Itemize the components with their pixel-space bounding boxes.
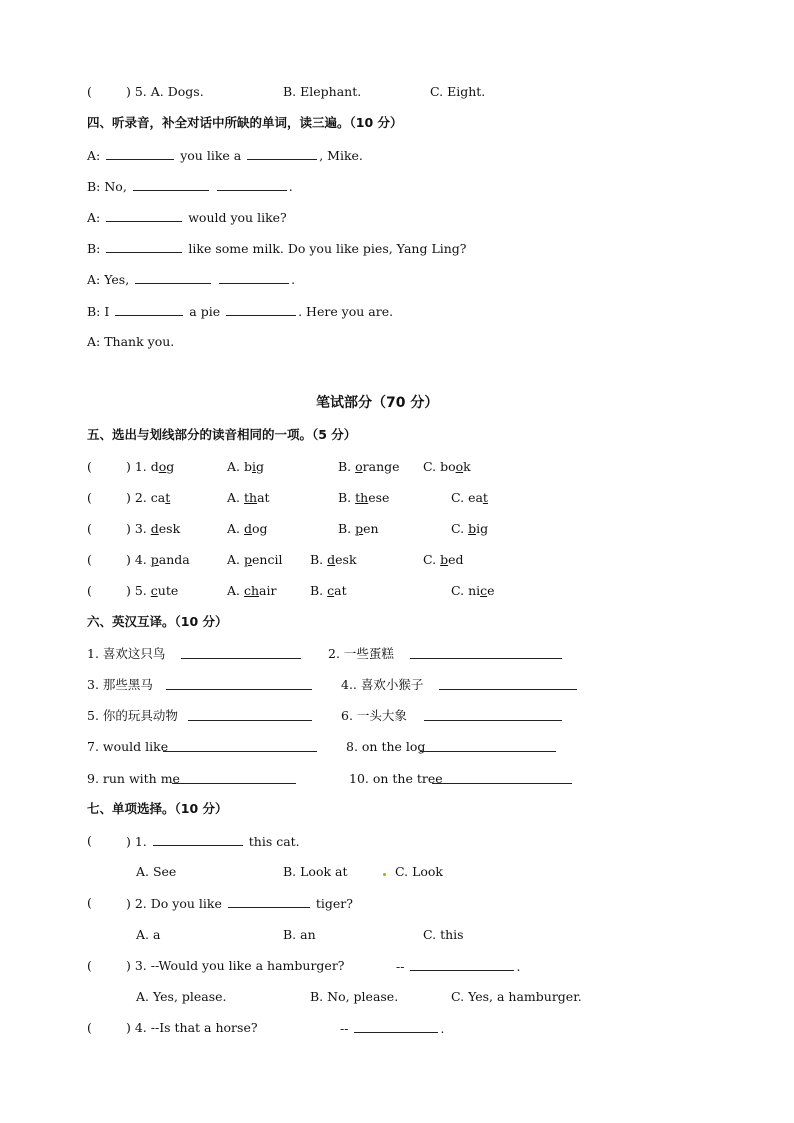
- answer-blank[interactable]: [219, 271, 289, 284]
- mc-q3: (: [87, 958, 92, 973]
- option-b: B. pen: [338, 521, 379, 536]
- listening-q5: [87, 84, 92, 100]
- option-a: A. big: [227, 459, 264, 474]
- translation-item: 8. on the log: [346, 739, 426, 754]
- answer-blank[interactable]: [247, 147, 317, 160]
- mc-q3-a: A. Yes, please.: [136, 989, 227, 1004]
- mc-q3-b: B. No, please.: [310, 989, 399, 1004]
- answer-blank[interactable]: [188, 708, 312, 725]
- option-c: C. nice: [451, 583, 495, 598]
- paren: (: [87, 583, 92, 598]
- mc-q3-reply: -- .: [396, 959, 521, 974]
- option-a: A. that: [227, 490, 270, 505]
- option-b: B. cat: [310, 583, 347, 598]
- dialog-line-1: A: you like a , Mike.: [87, 148, 363, 163]
- option-a: A. pencil: [227, 552, 283, 567]
- answer-blank[interactable]: [106, 147, 174, 160]
- dialog-line-7: A: Thank you.: [87, 334, 175, 349]
- listening-q5-c: C. Eight.: [430, 84, 486, 99]
- translation-item: 6. 一头大象: [341, 708, 407, 723]
- mc-q1-dot: [383, 864, 386, 880]
- option-b: B. orange: [338, 459, 400, 474]
- phonics-question: ) 2. cat: [126, 490, 171, 505]
- written-part-title: 笔试部分（70 分）: [316, 395, 439, 411]
- answer-blank[interactable]: [228, 895, 310, 908]
- translation-item: 10. on the tree: [349, 771, 443, 786]
- dialog-line-2: B: No, .: [87, 179, 293, 194]
- answer-blank[interactable]: [106, 209, 182, 222]
- section5-heading: 五、选出与划线部分的读音相同的一项。（5 分）: [87, 427, 357, 442]
- option-b: B. these: [338, 490, 390, 505]
- translation-item: 2. 一些蛋糕: [328, 646, 394, 661]
- option-b: B. desk: [310, 552, 357, 567]
- answer-blank[interactable]: [172, 771, 296, 788]
- option-c: C. book: [423, 459, 471, 474]
- dialog-line-6: B: I a pie . Here you are.: [87, 304, 394, 319]
- dialog-line-5: A: Yes, .: [87, 272, 296, 287]
- mc-q4: (: [87, 1020, 92, 1035]
- answer-blank[interactable]: [217, 178, 287, 191]
- answer-blank[interactable]: [133, 178, 209, 191]
- section6-heading: 六、英汉互译。（10 分）: [87, 614, 228, 629]
- answer-blank[interactable]: [181, 646, 301, 663]
- translation-item: 7. would like: [87, 739, 169, 754]
- answer-blank[interactable]: [424, 708, 562, 725]
- answer-blank[interactable]: [439, 677, 577, 694]
- phonics-question: ) 5. cute: [126, 583, 179, 598]
- answer-blank[interactable]: [226, 303, 296, 316]
- mc-q2-b: B. an: [283, 927, 316, 942]
- mc-q2-stem: ) 2. Do you like tiger?: [126, 896, 353, 911]
- translation-item: 3. 那些黑马: [87, 677, 153, 692]
- translation-item: 9. run with me: [87, 771, 180, 786]
- paren: (: [87, 84, 92, 99]
- mc-q1-stem: ) 1. this cat.: [126, 834, 300, 849]
- mc-q1-b: B. Look at: [283, 864, 348, 879]
- option-c: C. bed: [423, 552, 464, 567]
- answer-blank[interactable]: [420, 739, 556, 756]
- paren: (: [87, 521, 92, 536]
- paren: (: [87, 459, 92, 474]
- mc-q1: (: [87, 833, 92, 848]
- answer-blank[interactable]: [115, 303, 183, 316]
- option-c: C. big: [451, 521, 489, 536]
- answer-blank[interactable]: [410, 646, 562, 663]
- mc-q1-a: A. See: [136, 864, 177, 879]
- listening-q5-stem: ) 5. A. Dogs.: [126, 84, 204, 99]
- dialog-line-3: A: would you like?: [87, 210, 287, 225]
- listening-q5-b: B. Elephant.: [283, 84, 362, 99]
- answer-blank[interactable]: [106, 240, 182, 253]
- mc-q2-c: C. this: [423, 927, 464, 942]
- mc-q3-stem: ) 3. --Would you like a hamburger?: [126, 958, 345, 973]
- mc-q2-a: A. a: [136, 927, 161, 942]
- option-a: A. chair: [227, 583, 277, 598]
- translation-item: 1. 喜欢这只鸟: [87, 646, 166, 661]
- dialog-line-4: B: like some milk. Do you like pies, Yang Ling?: [87, 241, 467, 256]
- mc-q1-c: C. Look: [395, 864, 443, 879]
- answer-blank[interactable]: [135, 271, 211, 284]
- section4-heading: 四、听录音，补全对话中所缺的单词，读三遍。（10 分）: [87, 115, 403, 130]
- paren: (: [87, 552, 92, 567]
- answer-blank[interactable]: [153, 833, 243, 846]
- mc-q2: (: [87, 895, 92, 910]
- section7-heading: 七、单项选择。（10 分）: [87, 801, 228, 816]
- answer-blank[interactable]: [166, 677, 312, 694]
- answer-blank[interactable]: [410, 958, 514, 971]
- phonics-question: ) 3. desk: [126, 521, 181, 536]
- mc-q3-c: C. Yes, a hamburger.: [451, 989, 582, 1004]
- answer-blank[interactable]: [163, 739, 317, 756]
- phonics-question: ) 1. dog: [126, 459, 175, 474]
- answer-blank[interactable]: [354, 1020, 438, 1033]
- option-a: A. dog: [227, 521, 268, 536]
- phonics-question: ) 4. panda: [126, 552, 190, 567]
- translation-item: 4.. 喜欢小猴子: [341, 677, 424, 692]
- answer-blank[interactable]: [432, 771, 572, 788]
- mc-q4-stem: ) 4. --Is that a horse?: [126, 1020, 258, 1035]
- mc-q4-reply: -- .: [340, 1021, 445, 1036]
- translation-item: 5. 你的玩具动物: [87, 708, 178, 723]
- paren: (: [87, 490, 92, 505]
- option-c: C. eat: [451, 490, 488, 505]
